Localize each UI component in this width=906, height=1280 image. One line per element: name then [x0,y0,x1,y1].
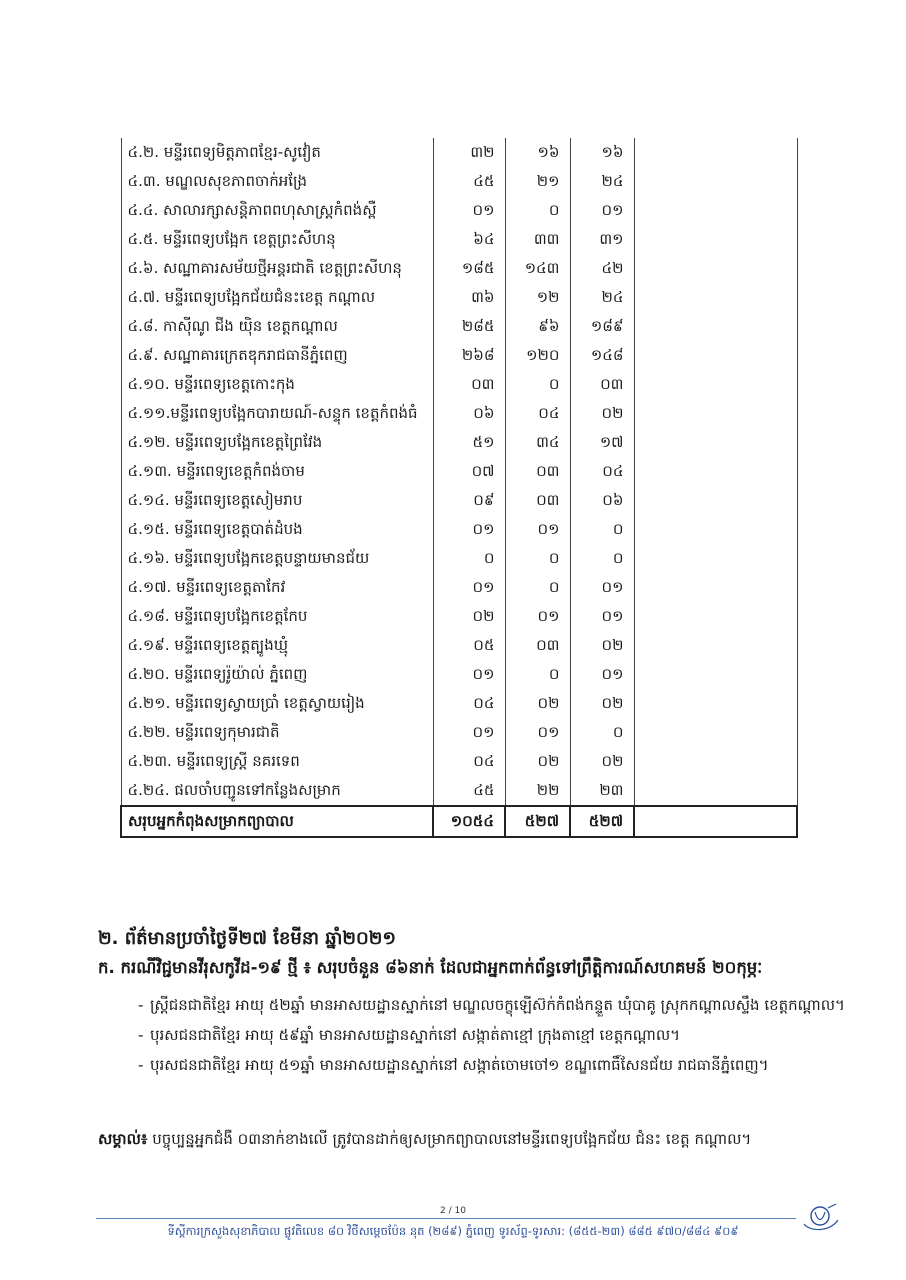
table-row [121,225,797,254]
empty-cell [634,718,797,747]
empty-cell [634,254,797,283]
female-count-cell: ២៤ [570,167,634,196]
facility-name-cell: ៤.៩. សណ្ឋាគារក្រេតឌុករាជធានីភ្នំពេញ [121,341,433,370]
empty-cell [634,544,797,573]
female-count-cell: ៣១ [570,225,634,254]
empty-cell [634,428,797,457]
female-count-cell: ០៦ [570,486,634,515]
table-row [121,283,797,312]
empty-cell [634,341,797,370]
empty-cell [634,399,797,428]
total-count-cell: ០៦ [433,399,505,428]
note-label: សម្គាល់៖ [98,1130,148,1148]
case-item: - បុរសជនជាតិខ្មែរ អាយុ ៥១ឆ្នាំ មានអាសយដ្ឋានស្នាក់នៅ សង្កាត់ចោមចៅ១ ខណ្ឌពោធិ៍សែនជ័យ រាជធានីភ្នំពេញ។ [138,1050,858,1080]
facility-name-cell: ៤.១០. មន្ទីរពេទ្យខេត្តកោះកុង [121,370,433,399]
table-row [121,544,797,573]
total-count-cell: ០៧ [433,457,505,486]
male-count-cell: ៣៤ [505,428,570,457]
table-row [121,341,797,370]
empty-cell [634,776,797,806]
facility-name-cell: ៤.៦. សណ្ឋាគារសម័យថ្មីអន្តរជាតិ ខេត្តព្រះសីហនុ [121,254,433,283]
male-count-cell: ០ [505,370,570,399]
male-count-cell: ០១ [505,602,570,631]
total-count-cell: ០៤ [433,747,505,776]
male-count-cell: ០ [505,660,570,689]
facility-name-cell: ៤.១២. មន្ទីរពេទ្យបង្អែកខេត្តព្រៃវែង [121,428,433,457]
subsection-title: ក. ករណីវិជ្ជមានវីរុសកូវីដ-១៩ ថ្មី ៖ សរុបចំនួន ៨៦នាក់ ដែលជាអ្នកពាក់ព័ន្ធទៅព្រឹត្តិការណ៍សហគមន៍ ២០កុម្ភៈ [98,958,763,977]
note-text: បច្ចុប្បន្នអ្នកជំងឺ ០៣នាក់ខាងលើ ត្រូវបានដាក់ឲ្យសម្រាកព្យាបាលនៅមន្ទីរពេទ្យបង្អែកជ័យ ជំនះ ខេត្ត កណ្តាល។ [147,1130,752,1148]
facility-name-cell: ៤.២៣. មន្ទីរពេទ្យស្ត្រី នគរទេព [121,747,433,776]
female-count-cell: ០១ [570,602,634,631]
empty-cell [634,457,797,486]
male-count-cell: ០២ [505,747,570,776]
total-count-cell: ០១ [433,718,505,747]
table-row [121,196,797,225]
table-row [121,399,797,428]
male-count-cell: ០៣ [505,631,570,660]
total-count-cell: ៣៦ [433,283,505,312]
male-count-cell: ១២០ [505,341,570,370]
empty-cell [634,312,797,341]
empty-cell [634,573,797,602]
table-row [121,573,797,602]
empty-cell [634,515,797,544]
total-count-cell: ០ [433,544,505,573]
facility-name-cell: ៤.២. មន្ទីរពេទ្យមិត្តភាពខ្មែរ-សូវៀត [121,138,433,167]
female-count-cell: ១៦ [570,138,634,167]
female-count-cell: ០១ [570,660,634,689]
table-row [121,167,797,196]
empty-cell [634,747,797,776]
female-count-cell: ០ [570,515,634,544]
empty-cell [634,660,797,689]
total-count-cell: ៣២ [433,138,505,167]
table-row [121,631,797,660]
male-count-cell: ៣៣ [505,225,570,254]
male-count-cell: ០៤ [505,399,570,428]
footer-address: ទីស្តីការក្រសួងសុខាភិបាល ផ្លូវតិលេខ ៨០ វិថីសម្តេចប៉ែន នុត (២៨៩) ភ្នំពេញ ទូរស័ព្ទ-ទូរសារ: (៨៥៥-២៣) ៨៨៥ ៩៧០/៨៨៤ ៩០៩ [167,1224,739,1238]
female-count-cell: ០ [570,544,634,573]
facility-name-cell: ៤.១៨. មន្ទីរពេទ្យបង្អែកខេត្តកែប [121,602,433,631]
facility-name-cell: ៤.៧. មន្ទីរពេទ្យបង្អែកជ័យជំនះខេត្ត កណ្តាល [121,283,433,312]
facility-name-cell: ៤.៤. សាលារក្សាសន្តិភាពពហុសាស្ត្រកំពង់ស្ពឺ [121,196,433,225]
total-count-cell: ០៤ [433,689,505,718]
case-list [138,990,858,1080]
female-count-cell: ០២ [570,631,634,660]
table-row [121,718,797,747]
empty-cell [634,806,797,837]
empty-cell [634,138,797,167]
female-count-cell: ១៧ [570,428,634,457]
female-count-cell: ១៤៨ [570,341,634,370]
empty-cell [634,486,797,515]
male-count-cell: ២២ [505,776,570,806]
total-label-cell: សរុបអ្នកកំពុងសម្រាកព្យាបាល [121,806,433,837]
case-item: - ស្ត្រីជនជាតិខ្មែរ អាយុ ៥២ឆ្នាំ មានអាសយដ្ឋានស្នាក់នៅ មណ្ឌលចក្ខុឡើស៊ក់កំពង់កន្ទួត ឃុំបាគូ ស្រុកកណ្តាលស្ទឹង ខេត្តកណ្តាល។ [138,990,858,1020]
male-count-cell: ០៣ [505,486,570,515]
female-count-cell: ០ [570,718,634,747]
female-count-cell: ០២ [570,689,634,718]
female-count-cell: ៥២៧ [570,806,634,837]
male-count-cell: ១៤៣ [505,254,570,283]
case-item: - បុរសជនជាតិខ្មែរ អាយុ ៥៩ឆ្នាំ មានអាសយដ្ឋានស្នាក់នៅ សង្កាត់តាខ្មៅ ក្រុងតាខ្មៅ ខេត្តកណ្តាល។ [138,1020,858,1050]
table-row [121,457,797,486]
facility-name-cell: ៤.២១. មន្ទីរពេទ្យស្វាយប្រាំ ខេត្តស្វាយរៀង [121,689,433,718]
hospital-patients-table [120,138,798,838]
female-count-cell: ១៨៩ [570,312,634,341]
facility-name-cell: ៤.១៤. មន្ទីរពេទ្យខេត្តសៀមរាប [121,486,433,515]
female-count-cell: ០៤ [570,457,634,486]
total-count-cell: ២៨៥ [433,312,505,341]
total-count-cell: ៦៤ [433,225,505,254]
table-row [121,254,797,283]
male-count-cell: ០ [505,544,570,573]
female-count-cell: ០១ [570,196,634,225]
table-row [121,138,797,167]
ministry-emblem-icon [800,1202,842,1234]
total-count-cell: ០១ [433,573,505,602]
empty-cell [634,689,797,718]
total-count-cell: ០៥ [433,631,505,660]
empty-cell [634,167,797,196]
facility-name-cell: ៤.១៣. មន្ទីរពេទ្យខេត្តកំពង់ចាម [121,457,433,486]
total-count-cell: ០៣ [433,370,505,399]
total-count-cell: ០២ [433,602,505,631]
facility-name-cell: ៤.១៧. មន្ទីរពេទ្យខេត្តតាកែវ [121,573,433,602]
female-count-cell: ០១ [570,573,634,602]
facility-name-cell: ៤.២២. មន្ទីរពេទ្យកុមារជាតិ [121,718,433,747]
table-row [121,602,797,631]
facility-name-cell: ៤.៥. មន្ទីរពេទ្យបង្អែក ខេត្តព្រះសីហនុ [121,225,433,254]
table-row [121,515,797,544]
empty-cell [634,370,797,399]
note-paragraph [98,1124,818,1154]
male-count-cell: ០១ [505,515,570,544]
total-count-cell: ៤៥ [433,776,505,806]
table-row [121,747,797,776]
page-number: 2 / 10 [440,1206,466,1216]
facility-name-cell: ៤.១៦. មន្ទីរពេទ្យបង្អែកខេត្តបន្ទាយមានជ័យ [121,544,433,573]
empty-cell [634,283,797,312]
total-count-cell: ០១ [433,660,505,689]
table-row [121,689,797,718]
total-count-cell: ១០៥៤ [433,806,505,837]
male-count-cell: ២១ [505,167,570,196]
total-count-cell: ០១ [433,515,505,544]
total-count-cell: ៤៥ [433,167,505,196]
male-count-cell: ០១ [505,718,570,747]
facility-name-cell: ៤.៣. មណ្ឌលសុខភាពចាក់អង្រែ [121,167,433,196]
total-count-cell: ២៦៨ [433,341,505,370]
facility-name-cell: ៤.២០. មន្ទីរពេទ្យរ៉ូយ៉ាល់ ភ្នំពេញ [121,660,433,689]
table-row [121,312,797,341]
empty-cell [634,196,797,225]
empty-cell [634,225,797,254]
table-row [121,428,797,457]
female-count-cell: ២៣ [570,776,634,806]
facility-name-cell: ៤.១៩. មន្ទីរពេទ្យខេត្តត្បូងឃ្មុំ [121,631,433,660]
empty-cell [634,602,797,631]
total-count-cell: ០១ [433,196,505,225]
facility-name-cell: ៤.១៥. មន្ទីរពេទ្យខេត្តបាត់ដំបង [121,515,433,544]
male-count-cell: ០ [505,573,570,602]
female-count-cell: ០២ [570,747,634,776]
table-total-row [121,806,797,837]
female-count-cell: ០៣ [570,370,634,399]
total-count-cell: ១៨៥ [433,254,505,283]
female-count-cell: ៤២ [570,254,634,283]
male-count-cell: ៩៦ [505,312,570,341]
empty-cell [634,631,797,660]
male-count-cell: ១៦ [505,138,570,167]
facility-name-cell: ៤.២៤. ផលចាំបញ្ជូនទៅកន្លែងសម្រាក [121,776,433,806]
table-row [121,486,797,515]
male-count-cell: ០ [505,196,570,225]
section-title: ២. ព័ត៌មានប្រចាំថ្ងៃទី២៧ ខែមីនា ឆ្នាំ២០២១ [98,928,397,949]
male-count-cell: ១២ [505,283,570,312]
female-count-cell: ២៤ [570,283,634,312]
table-row [121,370,797,399]
table-row [121,776,797,806]
female-count-cell: ០២ [570,399,634,428]
male-count-cell: ០២ [505,689,570,718]
facility-name-cell: ៤.៨. កាស៊ីណូ ជីង យ៉ិន ខេត្តកណ្តាល [121,312,433,341]
total-count-cell: ៥១ [433,428,505,457]
total-count-cell: ០៩ [433,486,505,515]
footer-divider [96,1218,796,1219]
table-row [121,660,797,689]
table-body [121,138,797,837]
facility-name-cell: ៤.១១.មន្ទីរពេទ្យបង្អែកបារាយណ៍-សន្ទុក ខេត្តកំពង់ធំ [121,399,433,428]
male-count-cell: ០៣ [505,457,570,486]
male-count-cell: ៥២៧ [505,806,570,837]
